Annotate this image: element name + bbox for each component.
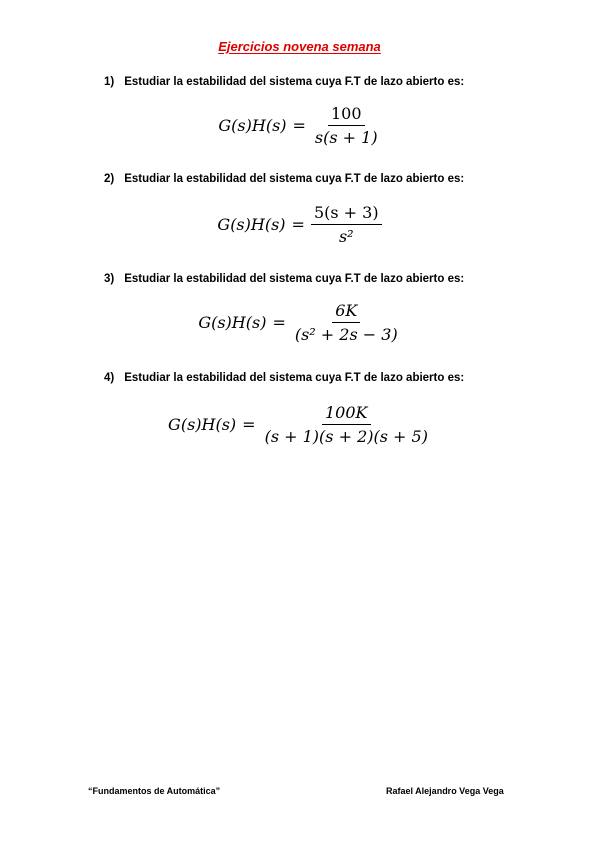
exercise-1-lhs: G(s)H(s): [218, 116, 287, 135]
exercise-4-fraction: [262, 403, 431, 446]
exercise-1-fraction: [312, 104, 381, 147]
exercise-2-equals: =: [291, 215, 305, 234]
exercise-2-numerator: 5(s + 3): [311, 203, 382, 225]
exercise-2-statement: [104, 173, 464, 185]
exercise-1-denominator: s(s + 1): [314, 128, 378, 147]
footer-course: “Fundamentos de Automática”: [88, 786, 221, 796]
exercise-3-statement: [104, 273, 464, 285]
exercise-2-text: Estudiar la estabilidad del sistema cuya F.T de lazo abierto es:: [124, 173, 465, 185]
exercise-3-fraction: [292, 301, 401, 344]
exercise-4-statement: [104, 372, 464, 384]
exercise-3-formula: [0, 301, 599, 344]
exercise-1-formula: [0, 104, 599, 147]
exercise-4-number: 4): [104, 372, 115, 384]
footer-author: Rafael Alejandro Vega Vega: [386, 786, 504, 796]
exercise-4-text: Estudiar la estabilidad del sistema cuya F.T de lazo abierto es:: [124, 372, 465, 384]
exercise-3-text: Estudiar la estabilidad del sistema cuya F.T de lazo abierto es:: [124, 273, 465, 285]
exercise-2-number: 2): [104, 173, 115, 185]
exercise-1-number: 1): [104, 76, 115, 88]
exercise-3-numerator: 6K: [332, 301, 360, 323]
exercise-3-lhs: G(s)H(s): [198, 313, 267, 332]
exercise-4-numerator: 100K: [322, 403, 371, 425]
exercise-4-formula: [0, 403, 599, 446]
exercise-1-numerator: 100: [328, 104, 365, 126]
exercise-1-text: Estudiar la estabilidad del sistema cuya F.T de lazo abierto es:: [124, 76, 465, 88]
exercise-2-formula: [0, 203, 599, 246]
exercise-1-equals: =: [292, 116, 306, 135]
exercise-2-fraction: [311, 203, 382, 246]
exercise-1-statement: [104, 76, 464, 88]
exercise-2-denominator: s²: [338, 227, 354, 246]
exercise-3-denominator: (s² + 2s − 3): [294, 325, 398, 344]
exercise-4-lhs: G(s)H(s): [168, 415, 237, 434]
exercise-3-equals: =: [272, 313, 286, 332]
exercise-4-equals: =: [242, 415, 256, 434]
exercise-3-number: 3): [104, 273, 115, 285]
exercise-4-denominator: (s + 1)(s + 2)(s + 5): [264, 427, 428, 446]
document-title: Ejercicios novena semana: [218, 39, 381, 54]
exercise-2-lhs: G(s)H(s): [217, 215, 286, 234]
